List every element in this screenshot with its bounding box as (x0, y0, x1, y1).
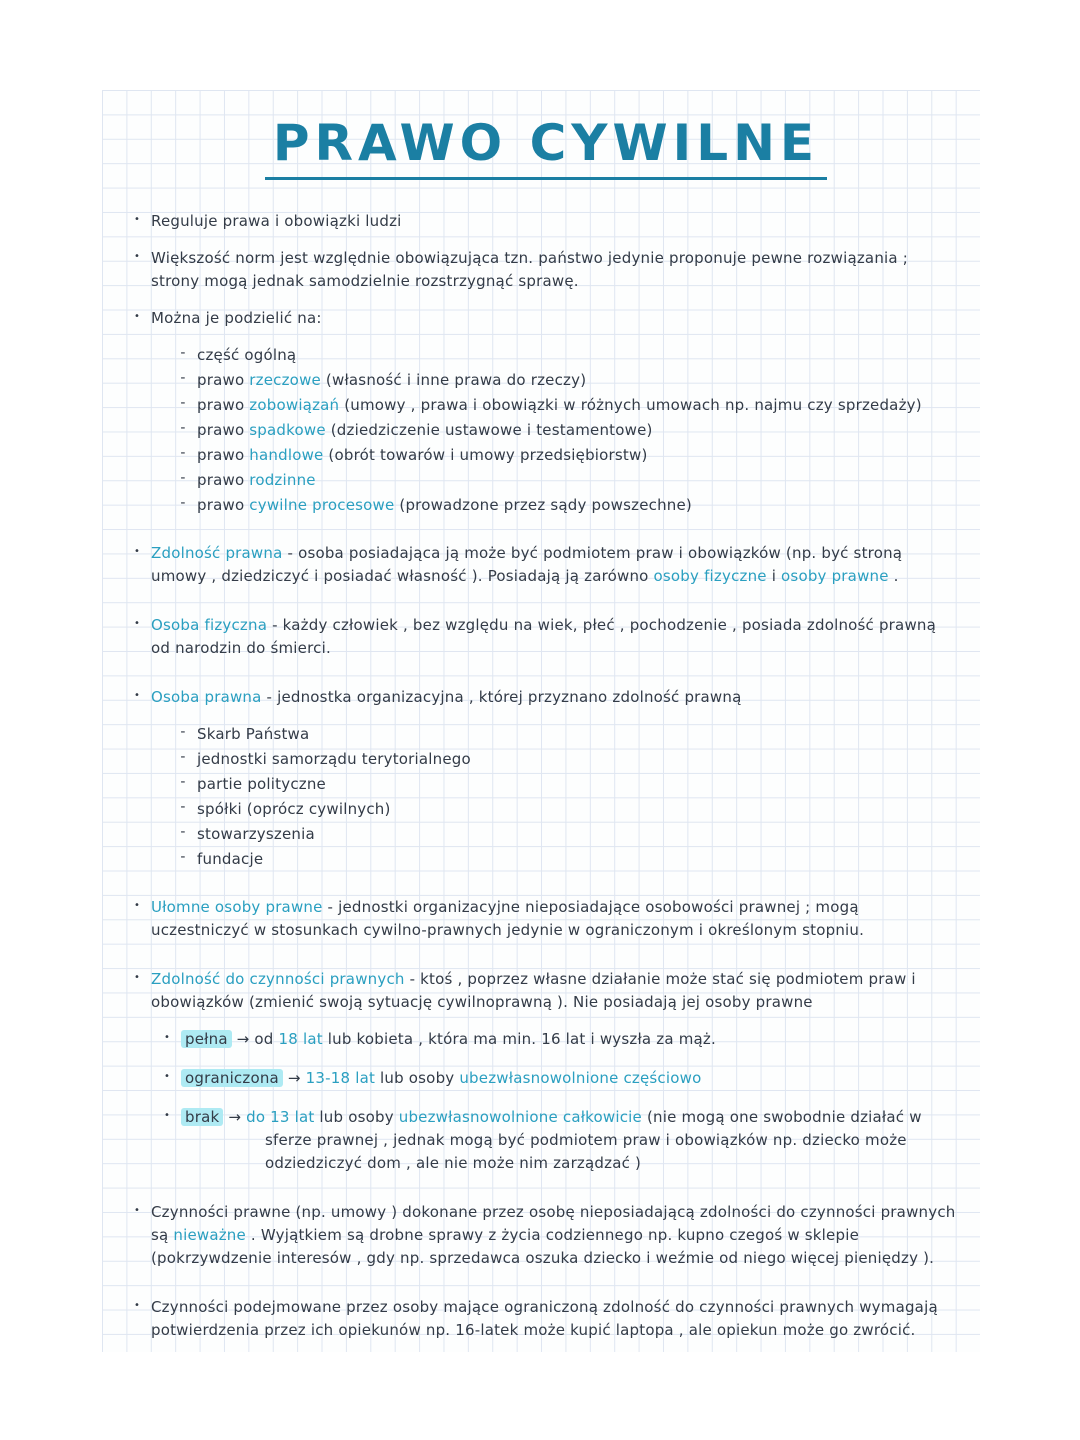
dash-marker: - (180, 370, 186, 386)
text-segment: - jednostki organizacyjne nieposiadające osobowości prawnej ; mogą uczestniczyć w stosunkach cywilno-prawnych jedynie w ograniczonym i określonym stopniu. (151, 898, 865, 939)
key-term: osoby fizyczne (653, 567, 767, 585)
line-text (151, 896, 960, 942)
note-line (132, 307, 960, 330)
note-line (178, 494, 960, 516)
bullet-marker: • (133, 690, 141, 701)
key-term: cywilne procesowe (249, 496, 395, 514)
text-segment: stowarzyszenia (197, 825, 315, 843)
note-line (132, 542, 960, 588)
dash-marker: - (180, 849, 186, 865)
text-segment: - osoba posiadająca ją może być podmiotem praw i obowiązków (np. być stroną umowy , dziedziczyć i posiadać własność ). Posiadają ją zarówno (151, 544, 903, 585)
text-segment: lub osoby (314, 1108, 399, 1126)
dash-marker: - (180, 495, 186, 511)
line-text (197, 748, 960, 770)
note-line (178, 798, 960, 820)
dash-marker: - (180, 824, 186, 840)
highlighted-term: ograniczona (181, 1069, 283, 1087)
note-section (132, 896, 960, 942)
line-text (197, 823, 960, 845)
dash-marker: - (180, 799, 186, 815)
key-term: ubezwłasnowolnione częściowo (459, 1069, 702, 1087)
note-line (162, 1028, 960, 1051)
note-line (178, 344, 960, 366)
dash-marker: - (180, 445, 186, 461)
text-segment: prawo (197, 496, 250, 514)
bullet-marker: • (163, 1071, 171, 1082)
note-line (162, 1106, 960, 1175)
bullet-marker: • (133, 1205, 141, 1216)
note-line (132, 896, 960, 942)
text-segment: (dziedziczenie ustawowe i testamentowe) (325, 421, 653, 439)
note-line (178, 369, 960, 391)
line-text (181, 1028, 960, 1051)
key-term: ubezwłasnowolnione całkowicie (398, 1108, 642, 1126)
text-segment: → (282, 1069, 306, 1087)
text-segment: Można je podzielić na: (151, 309, 322, 327)
bullet-marker: • (133, 900, 141, 911)
line-text (151, 542, 960, 588)
graph-paper-sheet (102, 90, 980, 1352)
dash-marker: - (180, 395, 186, 411)
line-text (151, 307, 960, 330)
bullet-marker: • (133, 311, 141, 322)
key-term: do 13 lat (246, 1108, 315, 1126)
note-line (178, 469, 960, 491)
text-segment: Czynności podejmowane przez osoby mające ograniczoną zdolność do czynności prawnych wymagają potwierdzenia przez ich opiekunów np. 16-latek może kupić laptopa , ale opiekun może go zwrócić. (151, 1298, 938, 1339)
text-segment: (obrót towarów i umowy przedsiębiorstw) (323, 446, 648, 464)
note-line (162, 1067, 960, 1090)
text-segment: . (888, 567, 899, 585)
text-segment: Większość norm jest względnie obowiązująca tzn. państwo jedynie proponuje pewne rozwiązania ; strony mogą jednak samodzielnie rozstrzygnąć sprawę. (151, 249, 909, 290)
bullet-marker: • (133, 1300, 141, 1311)
text-segment: → od (231, 1030, 279, 1048)
line-text (197, 394, 960, 416)
line-text (197, 469, 960, 491)
text-segment: lub kobieta , która ma min. 16 lat i wyszła za mąż. (322, 1030, 716, 1048)
line-text (197, 369, 960, 391)
key-term: 13-18 lat (305, 1069, 376, 1087)
highlighted-term: brak (181, 1108, 223, 1126)
bullet-marker: • (133, 618, 141, 629)
text-segment: Reguluje prawa i obowiązki ludzi (151, 212, 402, 230)
bullet-marker: • (163, 1032, 171, 1043)
text-segment: prawo (197, 371, 250, 389)
key-term: osoby prawne (781, 567, 889, 585)
key-term: zobowiązań (249, 396, 340, 414)
dash-marker: - (180, 420, 186, 436)
bullet-marker: • (133, 214, 141, 225)
line-text (151, 968, 960, 1014)
note-line (178, 394, 960, 416)
line-text (151, 247, 960, 293)
title-wrap (132, 114, 960, 180)
dash-marker: - (180, 345, 186, 361)
line-text (197, 344, 960, 366)
text-segment: → (223, 1108, 247, 1126)
note-line (132, 1296, 960, 1342)
page-title: PRAWO CYWILNE (265, 114, 827, 180)
dash-marker: - (180, 470, 186, 486)
bullet-marker: • (133, 972, 141, 983)
line-text (197, 494, 960, 516)
bullet-marker: • (133, 251, 141, 262)
note-line (132, 247, 960, 293)
text-segment: - każdy człowiek , bez względu na wiek, płeć , pochodzenie , posiada zdolność prawną od narodzin do śmierci. (151, 616, 937, 657)
text-segment: (prowadzone przez sądy powszechne) (394, 496, 692, 514)
line-text (197, 444, 960, 466)
text-segment: - jednostka organizacyjna , której przyznano zdolność prawną (261, 688, 742, 706)
text-segment: prawo (197, 421, 250, 439)
text-segment: część ogólną (197, 346, 297, 364)
key-term: Zdolność do czynności prawnych (151, 970, 405, 988)
line-text (197, 723, 960, 745)
note-section (132, 614, 960, 660)
note-section (132, 542, 960, 588)
line-text (181, 1106, 960, 1175)
text-segment: i (766, 567, 782, 585)
text-segment: jednostki samorządu terytorialnego (197, 750, 471, 768)
key-term: rodzinne (249, 471, 316, 489)
key-term: rzeczowe (249, 371, 321, 389)
note-line (178, 723, 960, 745)
note-section (132, 968, 960, 1175)
note-line (132, 1201, 960, 1270)
text-segment: partie polityczne (197, 775, 326, 793)
line-text (197, 798, 960, 820)
highlighted-term: pełna (181, 1030, 232, 1048)
key-term: nieważne (173, 1226, 246, 1244)
text-segment: spółki (oprócz cywilnych) (197, 800, 391, 818)
note-line (178, 444, 960, 466)
line-text (197, 773, 960, 795)
text-segment: Skarb Państwa (197, 725, 310, 743)
dash-marker: - (180, 724, 186, 740)
note-section (132, 686, 960, 870)
note-line (178, 773, 960, 795)
note-section (132, 210, 960, 516)
text-segment: prawo (197, 471, 250, 489)
bullet-marker: • (133, 546, 141, 557)
key-term: handlowe (249, 446, 324, 464)
bullet-marker: • (163, 1110, 171, 1121)
key-term: spadkowe (249, 421, 326, 439)
text-segment: (umowy , prawa i obowiązki w różnych umowach np. najmu czy sprzedaży) (339, 396, 922, 414)
dash-marker: - (180, 749, 186, 765)
text-segment: . Wyjątkiem są drobne sprawy z życia codziennego np. kupno czegoś w sklepie (pokrzywdzenie interesów , gdy np. sprzedawca oszuka dziecko i weźmie od niego więcej pieniędzy ). (151, 1226, 935, 1267)
note-line (178, 848, 960, 870)
note-section (132, 1201, 960, 1270)
note-line (178, 748, 960, 770)
text-segment: Czynności prawne (np. umowy ) dokonane przez osobę nieposiadającą zdolności do czynności prawnych są (151, 1203, 956, 1244)
key-term: Osoba prawna (151, 688, 262, 706)
line-text (151, 614, 960, 660)
note-line (132, 686, 960, 709)
key-term: Ułomne osoby prawne (151, 898, 323, 916)
text-segment: prawo (197, 396, 250, 414)
note-line (178, 419, 960, 441)
line-text (151, 1296, 960, 1342)
note-body (132, 210, 960, 1342)
line-text (151, 686, 960, 709)
line-text (197, 419, 960, 441)
key-term: Osoba fizyczna (151, 616, 268, 634)
line-text (181, 1067, 960, 1090)
line-text (197, 848, 960, 870)
dash-marker: - (180, 774, 186, 790)
text-segment: (własność i inne prawa do rzeczy) (320, 371, 587, 389)
key-term: 18 lat (278, 1030, 323, 1048)
text-segment: fundacje (197, 850, 264, 868)
note-line (132, 614, 960, 660)
text-segment: lub osoby (375, 1069, 460, 1087)
text-segment: prawo (197, 446, 250, 464)
text-segment: (nie mogą one swobodnie działać w sferze prawnej , jednak mogą być podmiotem praw i obowiązków np. dziecko może odziedziczyć dom , ale nie może nim zarządzać ) (265, 1108, 922, 1172)
text-segment: - ktoś , poprzez własne działanie może stać się podmiotem praw i obowiązków (zmienić swoją sytuację cywilnoprawną ). Nie posiadają jej osoby prawne (151, 970, 916, 1011)
line-text (151, 1201, 960, 1270)
note-section (132, 1296, 960, 1342)
note-line (178, 823, 960, 845)
line-text (151, 210, 960, 233)
key-term: Zdolność prawna (151, 544, 283, 562)
note-line (132, 968, 960, 1014)
note-line (132, 210, 960, 233)
